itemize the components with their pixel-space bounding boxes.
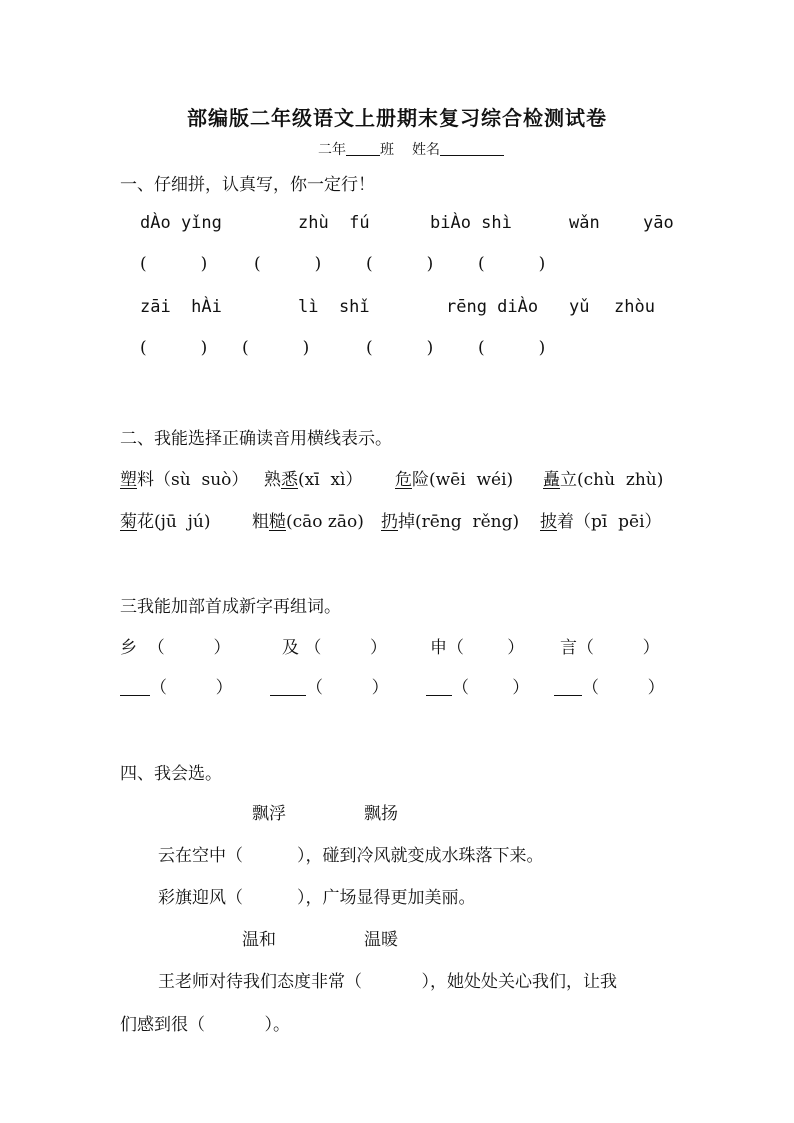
sentence-part: ），她处处关心我们，让我 [421, 972, 617, 992]
sentence-part: 云在空中（ [158, 846, 243, 866]
radical-item[interactable]: 及 （ ） [282, 638, 388, 658]
class-label: 班 [380, 142, 394, 158]
section3-heading: 三我能加部首成新字再组词。 [120, 597, 341, 617]
section2-heading: 二、我能选择正确读音用横线表示。 [120, 429, 392, 449]
answer-box[interactable]: ( ) [478, 254, 546, 274]
reading-options: 料（sù suò） [137, 470, 249, 490]
answer-box[interactable]: ( ) [140, 254, 208, 274]
sentence-part: 们感到很（ [120, 1015, 205, 1035]
new-char-item[interactable]: （ ） [270, 673, 389, 698]
sentence-part: 王老师对待我们态度非常（ [158, 972, 362, 992]
pinyin-item: zāi hÀi [140, 297, 222, 317]
reading-options: 险(wēi wéi) [412, 470, 514, 490]
underlined-char: 扔 [381, 512, 398, 532]
word-option: 飘扬 [364, 804, 398, 824]
underlined-char: 危 [395, 470, 412, 490]
fill-sentence-continued[interactable] [120, 1010, 290, 1035]
base-char: 乡 [120, 638, 137, 658]
answer-box[interactable]: ( ) [254, 254, 322, 274]
reading-options: (cāo zāo) [286, 512, 364, 532]
grade-label: 二年 [318, 142, 346, 158]
reading-choice[interactable] [381, 507, 519, 532]
reading-options: (xī xì） [298, 470, 363, 490]
reading-choice[interactable] [543, 465, 663, 490]
class-blank[interactable] [346, 141, 380, 156]
pinyin-item: yǔ [569, 297, 590, 317]
name-blank[interactable] [440, 141, 504, 156]
fill-sentence[interactable] [158, 967, 617, 992]
pinyin-item: zhòu [614, 297, 655, 317]
student-info-line [318, 139, 504, 159]
radical-item[interactable]: 乡 （ ） [120, 638, 231, 658]
answer-box[interactable]: ( ) [366, 254, 434, 274]
answer-box[interactable]: ( ) [366, 338, 434, 358]
reading-options: 着（pī pēi） [557, 512, 662, 532]
new-char-item[interactable]: （ ） [120, 673, 233, 698]
sentence-part: ），碰到冷风就变成水珠落下来。 [297, 846, 544, 866]
underlined-char: 披 [540, 512, 557, 532]
fill-sentence[interactable] [158, 841, 544, 866]
pinyin-item: dÀo yǐng [140, 213, 222, 233]
underlined-char: 塑 [120, 470, 137, 490]
plain-char: 熟 [264, 470, 281, 490]
base-char: 申 [430, 638, 447, 658]
fill-sentence[interactable] [158, 883, 476, 908]
pinyin-item: zhù fú [298, 213, 370, 233]
pinyin-item: yāo [643, 213, 674, 233]
reading-choice[interactable] [252, 507, 364, 532]
reading-options: 掉(rēng rěng) [398, 512, 520, 532]
reading-choice[interactable] [395, 465, 513, 490]
pinyin-item: lì shǐ [298, 297, 370, 317]
pinyin-item: biÀo shì [430, 213, 512, 233]
radical-item[interactable]: 言（ ） [560, 638, 660, 658]
underlined-char: 菊 [120, 512, 137, 532]
new-char-item[interactable]: （ ） [554, 673, 665, 698]
pinyin-item: rēng diÀo [446, 297, 539, 317]
sentence-part: ）。 [264, 1015, 290, 1035]
reading-choice[interactable] [120, 507, 211, 532]
word-option: 温和 [242, 930, 276, 950]
section4-heading: 四、我会选。 [120, 764, 222, 784]
underlined-char: 糙 [269, 512, 286, 532]
section1-heading: 一、仔细拼，认真写，你一定行！ [120, 175, 375, 195]
sentence-part: 彩旗迎风（ [158, 888, 243, 908]
name-label: 姓名 [412, 142, 440, 158]
sentence-part: ），广场显得更加美丽。 [297, 888, 476, 908]
reading-choice[interactable] [120, 465, 248, 490]
page-title: 部编版二年级语文上册期末复习综合检测试卷 [187, 106, 607, 130]
reading-options: 立(chù zhù) [560, 470, 664, 490]
pinyin-item: wǎn [569, 213, 600, 233]
reading-choice[interactable] [264, 465, 363, 490]
underlined-char: 矗 [543, 470, 560, 490]
answer-box[interactable]: ( ) [478, 338, 546, 358]
base-char: 及 [282, 638, 299, 658]
answer-box[interactable]: ( ) [242, 338, 310, 358]
plain-char: 粗 [252, 512, 269, 532]
reading-options: 花(jū jú) [137, 512, 211, 532]
word-option: 飘浮 [252, 804, 286, 824]
reading-choice[interactable] [540, 507, 662, 532]
base-char: 言 [560, 638, 577, 658]
answer-box[interactable]: ( ) [140, 338, 208, 358]
word-option: 温暖 [364, 930, 398, 950]
underlined-char: 悉 [281, 470, 298, 490]
radical-item[interactable]: 申（ ） [430, 638, 525, 658]
new-char-item[interactable]: （ ） [426, 673, 529, 698]
